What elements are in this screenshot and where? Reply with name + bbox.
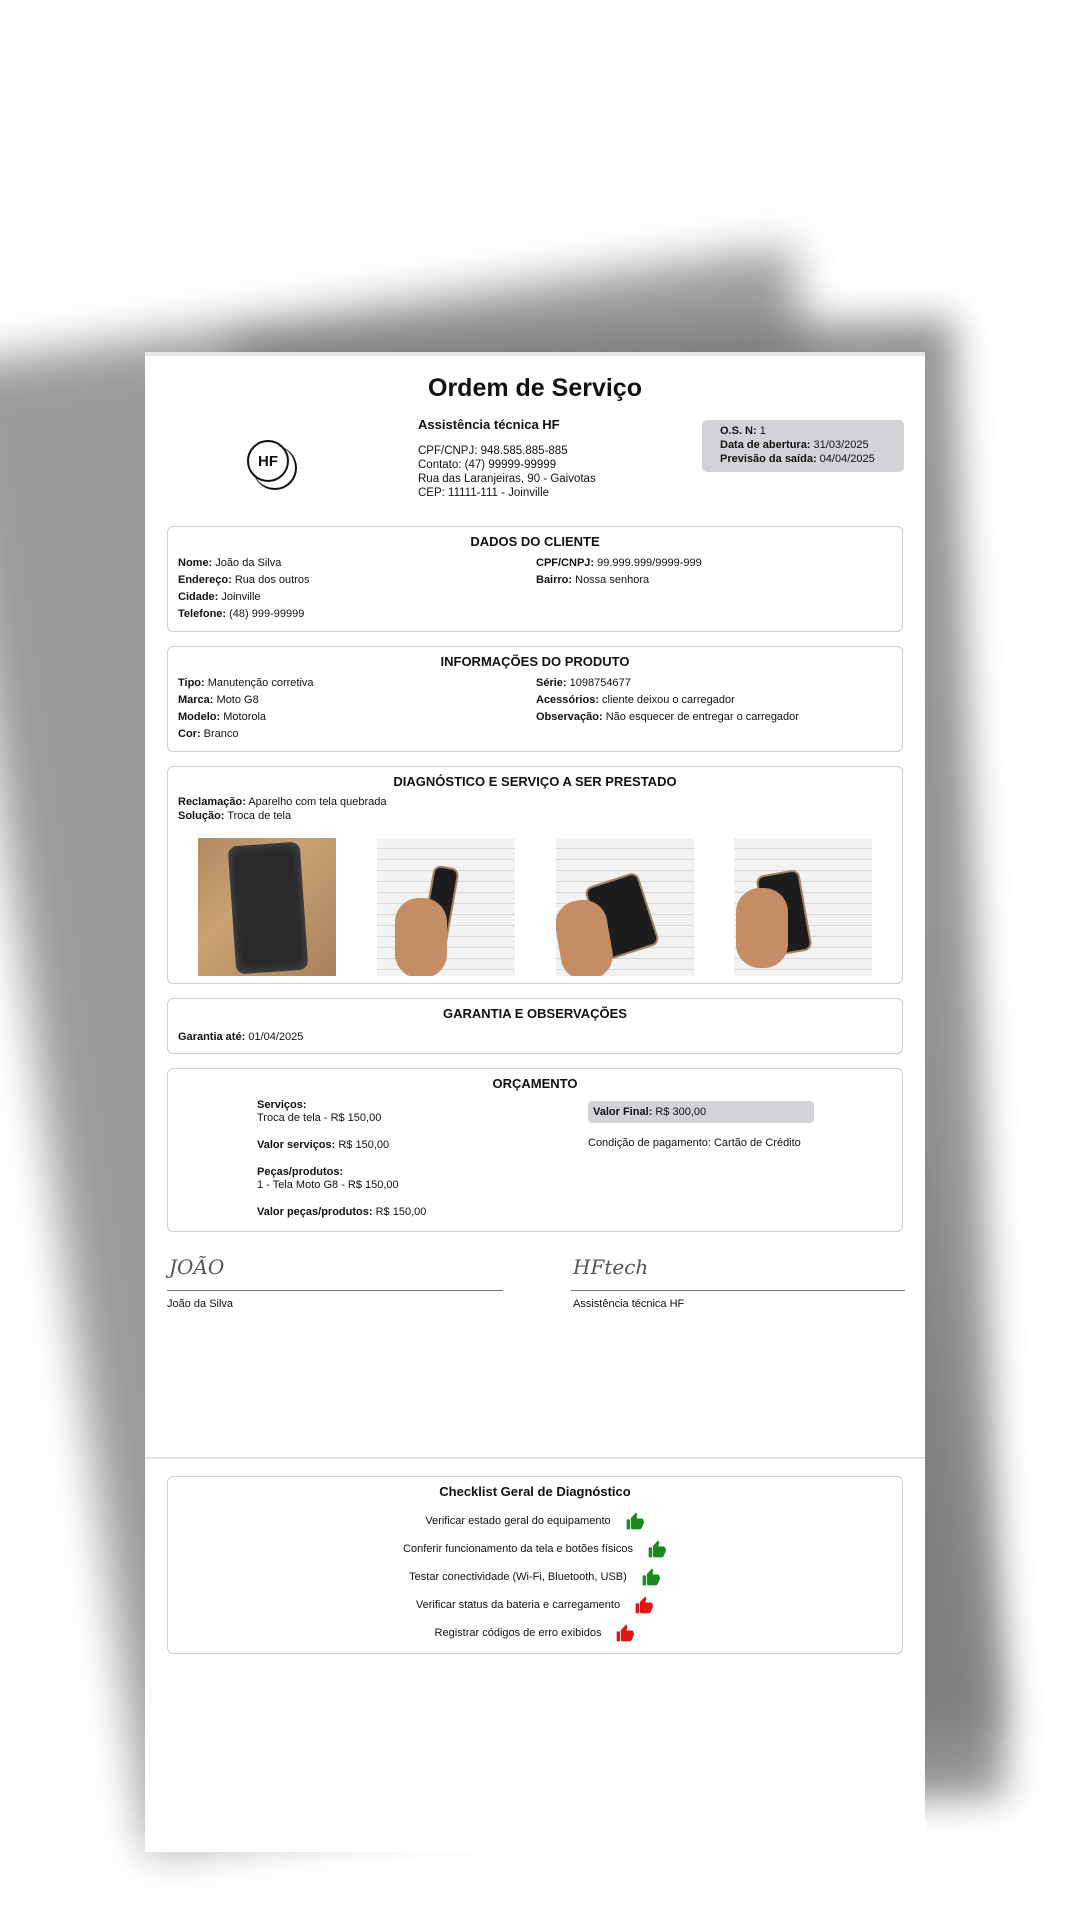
thumbs-down-icon [615,1623,635,1643]
client-address: Rua dos outros [234,574,310,586]
checklist-item [168,1511,902,1531]
client-city: Joinville [221,591,261,603]
product-section: INFORMAÇÕES DO PRODUTO Tipo: Manutenção corretiva Marca: Moto G8 Modelo: Motorola Cor: Branco Série: 1098754677 Acessórios: cliente deixou o carregador Observação: Não esquecer de entregar o carregador [167,646,903,752]
complaint: Aparelho com tela quebrada [248,796,387,808]
device-photo[interactable] [734,838,872,976]
company-logo: HF [247,440,289,482]
part-item: 1 - Tela Moto G8 - R$ 150,00 [257,1179,399,1191]
exit-date: 04/04/2025 [819,453,875,465]
divider [145,352,925,356]
thumbs-up-icon [647,1539,667,1559]
signature-line [167,1290,503,1291]
thumbs-up-icon [625,1511,645,1531]
checklist-item [168,1567,902,1587]
checklist-item-label: Verificar estado geral do equipamento [425,1514,611,1527]
payment-condition: Condição de pagamento: Cartão de Crédito [588,1137,801,1149]
section-title: INFORMAÇÕES DO PRODUTO [440,654,630,669]
company-signature: HFtech [573,1255,649,1279]
order-info-box: O.S. N: 1 Data de abertura: 31/03/2025 Previsão da saída: 04/04/2025 [702,420,904,472]
client-cpf: 99.999.999/9999-999 [597,557,702,569]
product-accessories: cliente deixou o carregador [602,694,735,706]
company-cep: CEP: 11111-111 - Joinville [418,487,550,499]
checklist-item [168,1595,902,1615]
company-info [418,418,596,500]
checklist-item-label: Conferir funcionamento da tela e botões físicos [403,1542,633,1555]
product-model: Motorola [223,711,267,723]
device-photo[interactable] [198,838,336,976]
client-section: DADOS DO CLIENTE Nome: João da Silva Endereço: Rua dos outros Cidade: Joinville Telefone: (48) 999-99999 CPF/CNPJ: 99.999.999/9999-999 Bairro: Nossa senhora [167,526,903,632]
client-signature: JOÃO [169,1255,225,1279]
company-name: Assistência técnica HF [418,417,560,432]
order-number: 1 [759,425,766,437]
device-photo[interactable] [377,838,515,976]
product-note: Não esquecer de entregar o carregador [605,711,799,723]
final-value: R$ 300,00 [655,1106,707,1118]
thumbs-up-icon [641,1567,661,1587]
checklist-item-label: Registrar códigos de erro exibidos [434,1626,602,1639]
product-brand: Moto G8 [216,694,259,706]
checklist-title: Checklist Geral de Diagnóstico [439,1484,631,1499]
service-item: Troca de tela - R$ 150,00 [257,1112,382,1124]
company-contact: Contato: (47) 99999-99999 [418,459,557,471]
signature-line [571,1290,905,1291]
section-title: GARANTIA E OBSERVAÇÕES [443,1006,627,1021]
product-color: Branco [203,728,239,740]
budget-section: ORÇAMENTO Serviços: Troca de tela - R$ 150,00 Valor serviços: R$ 150,00 Peças/produtos: 1 - Tela Moto G8 - R$ 150,00 Valor peças/produtos: R$ 150,00 Valor Final: R$ 300,00 Condição de pagamento: Cartão de Crédito [167,1068,903,1232]
final-value-badge: Valor Final: R$ 300,00 [588,1101,814,1123]
checklist-item [168,1539,902,1559]
warranty-date: 01/04/2025 [248,1031,304,1043]
solution: Troca de tela [227,810,292,822]
device-photo[interactable] [556,838,694,976]
company-signature-name: Assistência técnica HF [573,1298,685,1310]
client-name: João da Silva [215,557,282,569]
checklist-item-label: Testar conectividade (Wi-Fi, Bluetooth, USB) [409,1570,627,1583]
client-signature-name: João da Silva [167,1298,234,1310]
company-cpf: CPF/CNPJ: 948.585.885-885 [418,445,568,457]
thumbs-down-icon [634,1595,654,1615]
opening-date: 31/03/2025 [813,439,869,451]
checklist-section [167,1476,903,1654]
checklist-item-label: Verificar status da bateria e carregamento [415,1598,621,1611]
client-neighborhood: Nossa senhora [575,574,650,586]
divider [145,1457,925,1459]
parts-total: R$ 150,00 [375,1206,427,1218]
page-title: Ordem de Serviço [428,374,642,402]
diagnosis-section: DIAGNÓSTICO E SERVIÇO A SER PRESTADO Reclamação: Aparelho com tela quebrada Solução: Troca de tela [167,766,903,984]
section-title: DIAGNÓSTICO E SERVIÇO A SER PRESTADO [393,774,677,789]
section-title: ORÇAMENTO [492,1076,578,1091]
service-order-page [145,352,925,1852]
product-serial: 1098754677 [569,677,631,689]
client-phone: (48) 999-99999 [229,608,305,620]
section-title: DADOS DO CLIENTE [470,534,600,549]
services-total: R$ 150,00 [338,1139,390,1151]
product-type: Manutenção corretiva [207,677,314,689]
company-address: Rua das Laranjeiras, 90 - Gaivotas [418,473,596,485]
warranty-section: GARANTIA E OBSERVAÇÕES Garantia até: 01/04/2025 [167,998,903,1054]
checklist-item [168,1623,902,1643]
